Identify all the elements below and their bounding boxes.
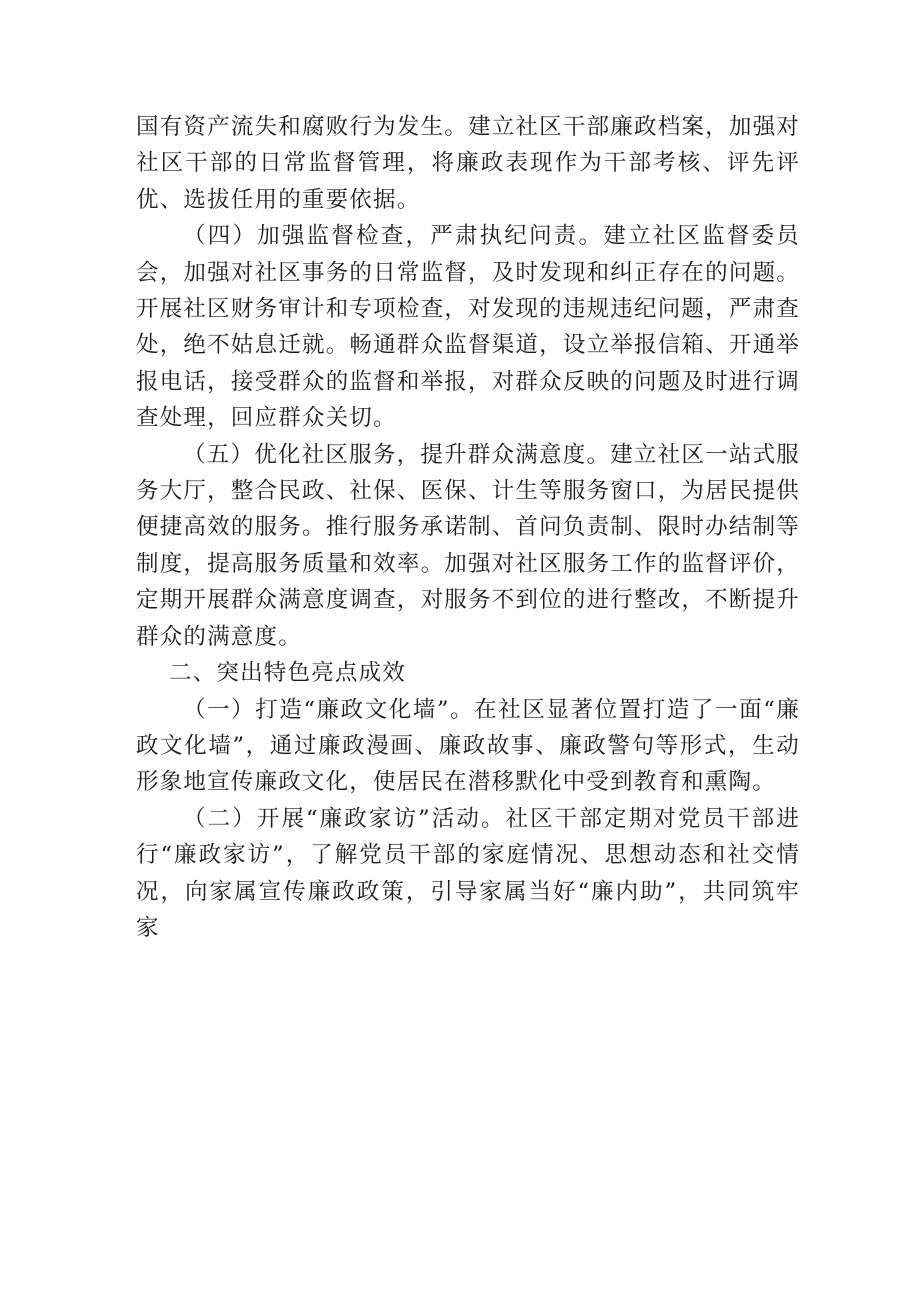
- document-body: [136, 109, 800, 946]
- paragraph-supervision-inspection: （四）加强监督检查，严肃执纪问责。建立社区监督委员会，加强对社区事务的日常监督，及时发现和纠正存在的问题。开展社区财务审计和专项检查，对发现的违规违纪问题，严肃查处，绝不姑息迁就。畅通群众监督渠道，设立举报信箱、开通举报电话，接受群众的监督和举报，对群众反映的问题及时进行调查处理，回应群众关切。: [136, 223, 800, 432]
- paragraph-continuation: 国有资产流失和腐败行为发生。建立社区干部廉政档案，加强对社区干部的日常监督管理，将廉政表现作为干部考核、评先评优、选拔任用的重要依据。: [136, 114, 800, 213]
- paragraph-culture-wall: （一）打造“廉政文化墙”。在社区显著位置打造了一面“廉政文化墙”，通过廉政漫画、廉政故事、廉政警句等形式，生动形象地宣传廉政文化，使居民在潜移默化中受到教育和熏陶。: [136, 696, 800, 796]
- paragraph-home-visits: （二）开展“廉政家访”活动。社区干部定期对党员干部进行“廉政家访”，了解党员干部的家庭情况、思想动态和社交情况，向家属宣传廉政政策，引导家属当好“廉内助”，共同筑牢家: [136, 805, 800, 941]
- paragraph-community-service: （五）优化社区服务，提升群众满意度。建立社区一站式服务大厅，整合民政、社保、医保、计生等服务窗口，为居民提供便捷高效的服务。推行服务承诺制、首问负责制、限时办结制等制度，提高服务质量和效率。加强对社区服务工作的监督评价，定期开展群众满意度调查，对服务不到位的进行整改，不断提升群众的满意度。: [136, 441, 800, 650]
- section-heading-highlights: 二、突出特色亮点成效: [169, 660, 407, 687]
